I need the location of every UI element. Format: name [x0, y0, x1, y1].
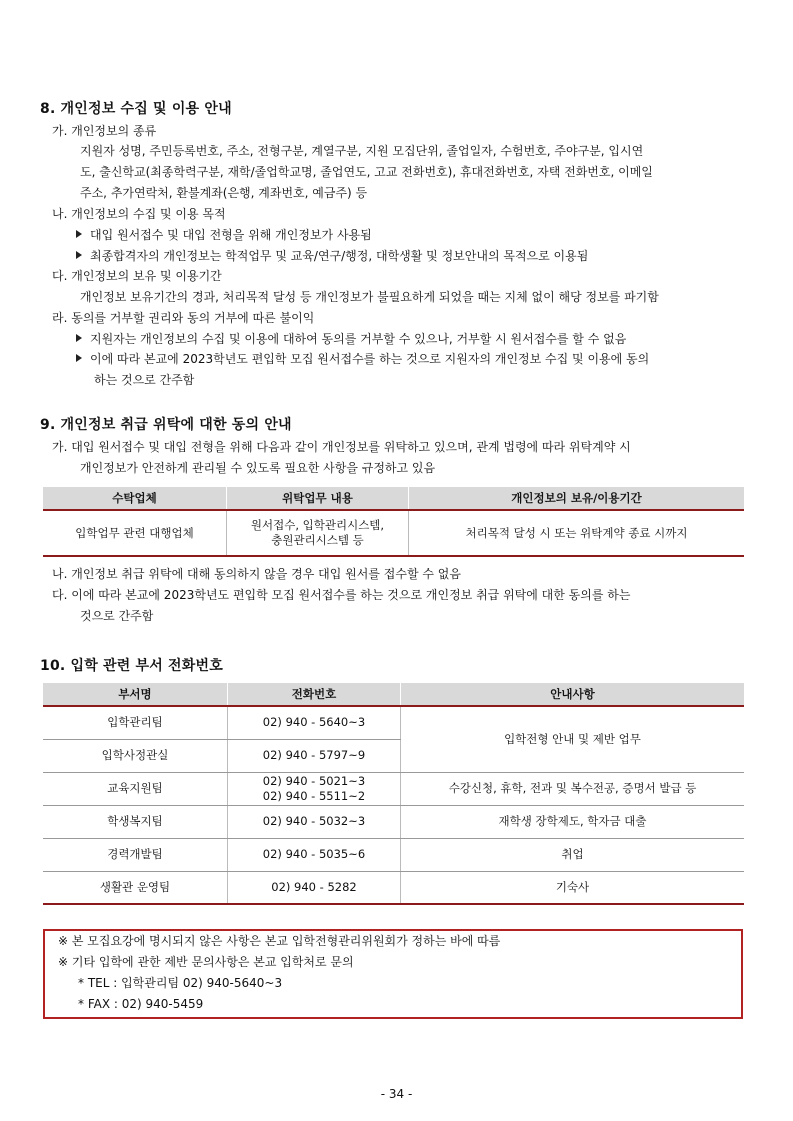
table-row	[43, 706, 744, 739]
cell-dept: 학생복지팀	[43, 805, 228, 838]
col-header-work: 위탁업무 내용	[227, 487, 409, 510]
sec8-b-bullet-2	[76, 248, 756, 265]
note-fax: * FAX : 02) 940-5459	[78, 997, 204, 1011]
table-row	[43, 871, 744, 904]
bullet-text: 최종합격자의 개인정보는 학적업무 및 교육/연구/행정, 대학생활 및 정보안내의 목적으로 이용됨	[90, 249, 589, 263]
note-tel: * TEL : 입학관리팀 02) 940-5640~3	[78, 976, 283, 990]
sec8-c-heading: 다. 개인정보의 보유 및 이용기간	[52, 269, 222, 283]
sec9-a-line-1: 가. 대입 원서접수 및 대입 전형을 위해 다음과 같이 개인정보를 위탁하고 있으며, 관계 법령에 따라 위탁계약 시	[52, 440, 631, 454]
cell-phone: 02) 940 - 5640~3	[228, 706, 401, 739]
cell-phone-line-1: 02) 940 - 5021~3	[262, 773, 366, 788]
section-10-title: 10. 입학 관련 부서 전화번호	[40, 658, 223, 674]
table-header-row	[43, 487, 744, 510]
cell-dept: 생활관 운영팀	[43, 871, 228, 904]
table-row	[43, 510, 744, 556]
col-header-dept: 부서명	[43, 683, 228, 706]
cell-info: 재학생 장학제도, 학자금 대출	[401, 805, 745, 838]
col-header-phone: 전화번호	[228, 683, 401, 706]
col-header-info: 안내사항	[401, 683, 745, 706]
bullet-text: 이에 따라 본교에 2023학년도 편입학 모집 원서접수를 하는 것으로 지원자의 개인정보 수집 및 이용에 동의	[90, 352, 650, 366]
sec9-c-line-2: 것으로 간주함	[80, 609, 154, 623]
bullet-triangle-icon	[76, 230, 82, 238]
bullet-triangle-icon	[76, 334, 82, 342]
sec8-a-body-line-2: 도, 출신학교(최종학력구분, 재학/졸업학교명, 졸업연도, 고교 전화번호), 휴대전화번호, 자택 전화번호, 이메일	[80, 165, 653, 179]
cell-dept: 입학사정관실	[43, 739, 228, 772]
cell-dept: 교육지원팀	[43, 772, 228, 805]
cell-dept: 입학관리팀	[43, 706, 228, 739]
cell-info: 수강신청, 휴학, 전과 및 복수전공, 증명서 발급 등	[401, 772, 745, 805]
cell-phone: 02) 940 - 5282	[228, 871, 401, 904]
cell-work	[227, 510, 409, 556]
cell-info: 기숙사	[401, 871, 745, 904]
cell-dept: 경력개발팀	[43, 838, 228, 871]
bullet-triangle-icon	[76, 251, 82, 259]
department-phone-table	[43, 683, 744, 905]
sec8-d-bullet-2-continuation: 하는 것으로 간주함	[94, 373, 195, 387]
page-number: - 34 -	[380, 1087, 413, 1101]
cell-info-merged: 입학전형 안내 및 제반 업무	[401, 706, 745, 772]
sec8-a-body-line-1: 지원자 성명, 주민등록번호, 주소, 전형구분, 계열구분, 지원 모집단위, 졸업일자, 수험번호, 주야구분, 입시연	[80, 144, 644, 158]
sec9-c-line-1: 다. 이에 따라 본교에 2023학년도 편입학 모집 원서접수를 하는 것으로 개인정보 취급 위탁에 대한 동의를 하는	[52, 588, 631, 602]
bullet-text: 지원자는 개인정보의 수집 및 이용에 대하여 동의를 거부할 수 있으나, 거부할 시 원서접수를 할 수 없음	[90, 332, 627, 346]
sec8-d-bullet-1	[76, 331, 756, 348]
cell-work-line-1: 원서접수, 입학관리시스템,	[250, 518, 385, 533]
sec8-a-heading: 가. 개인정보의 종류	[52, 124, 157, 138]
sec9-b-line: 나. 개인정보 취급 위탁에 대해 동의하지 않을 경우 대입 원서를 접수할 수 없음	[52, 567, 461, 581]
consignment-table	[43, 487, 744, 557]
cell-phone: 02) 940 - 5035~6	[228, 838, 401, 871]
section-9-title: 9. 개인정보 취급 위탁에 대한 동의 안내	[40, 417, 292, 433]
table-row	[43, 772, 744, 805]
cell-work-line-2: 충원관리시스템 등	[271, 533, 364, 547]
bullet-text: 대입 원서접수 및 대입 전형을 위해 개인정보가 사용됨	[90, 228, 372, 242]
bullet-triangle-icon	[76, 354, 82, 362]
cell-period: 처리목적 달성 시 또는 위탁계약 종료 시까지	[409, 510, 745, 556]
sec8-c-body: 개인정보 보유기간의 경과, 처리목적 달성 등 개인정보가 불필요하게 되었을 때는 지체 없이 해당 정보를 파기함	[80, 290, 659, 304]
note-line-2: ※ 기타 입학에 관한 제반 문의사항은 본교 입학처로 문의	[58, 955, 354, 969]
sec8-d-heading: 라. 동의를 거부할 권리와 동의 거부에 따른 불이익	[52, 311, 315, 325]
sec8-b-heading: 나. 개인정보의 수집 및 이용 목적	[52, 207, 226, 221]
cell-phone-line-2: 02) 940 - 5511~2	[262, 788, 366, 803]
sec8-a-body-line-3: 주소, 추가연락처, 환불계좌(은행, 계좌번호, 예금주) 등	[80, 186, 368, 200]
section-8-title: 8. 개인정보 수집 및 이용 안내	[40, 101, 232, 117]
sec8-b-bullet-1	[76, 227, 756, 244]
sec9-a-line-2: 개인정보가 안전하게 관리될 수 있도록 필요한 사항을 규정하고 있음	[80, 461, 436, 475]
table-header-row	[43, 683, 744, 706]
note-line-1: ※ 본 모집요강에 명시되지 않은 사항은 본교 입학전형관리위원회가 정하는 바에 따름	[58, 934, 501, 948]
cell-phone: 02) 940 - 5797~9	[228, 739, 401, 772]
col-header-period: 개인정보의 보유/이용기간	[409, 487, 745, 510]
cell-company: 입학업무 관련 대행업체	[43, 510, 227, 556]
sec8-d-bullet-2	[76, 351, 756, 368]
cell-phone	[228, 772, 401, 805]
cell-info: 취업	[401, 838, 745, 871]
cell-phone: 02) 940 - 5032~3	[228, 805, 401, 838]
table-row	[43, 805, 744, 838]
col-header-company: 수탁업체	[43, 487, 227, 510]
table-row	[43, 838, 744, 871]
